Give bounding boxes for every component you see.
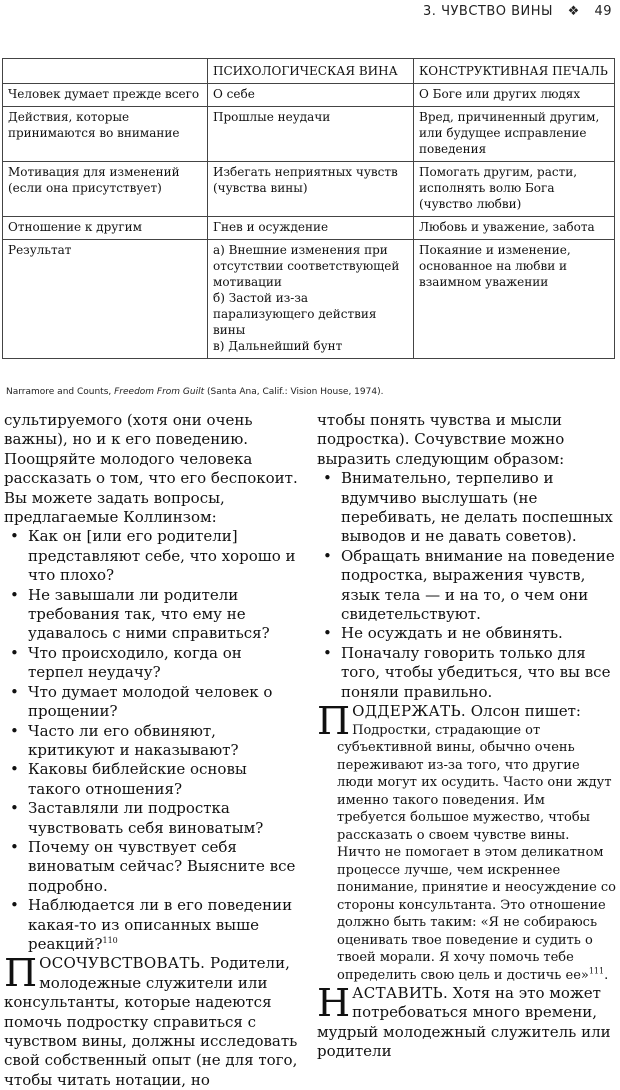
list-item: [4, 896, 300, 954]
table-cell: Вред, причиненный другим, или будущее исправление поведения: [414, 107, 615, 162]
running-header: [413, 4, 612, 19]
table-cell: а) Внешние изменения при отсутствии соответствующей мотивации б) Застой из-за парализующего действия вины в) Дальнейший бунт: [208, 240, 414, 359]
section-instruct: [317, 981, 617, 1062]
table-row: [3, 240, 615, 359]
list-item: • Внимательно, терпеливо и вдумчиво выслушать (не перебивать, не делать поспешных выводов и не давать советов).: [317, 469, 617, 547]
source-title: Freedom From Guilt: [114, 387, 205, 397]
separator-icon: ❖: [567, 4, 580, 19]
table-cell: Прошлые неудачи: [208, 107, 414, 162]
table-cell: Действия, которые принимаются во внимание: [3, 107, 208, 162]
table-cell: Отношение к другим: [3, 217, 208, 240]
table-cell: Покаяние и изменение, основанное на любви и взаимном уважении: [414, 240, 615, 359]
table-row: [3, 162, 615, 217]
table-cell: Мотивация для изменений (если она присутствует): [3, 162, 208, 217]
table-cell: О себе: [208, 84, 414, 107]
sympathy-list: [317, 469, 617, 702]
list-item: • Часто ли его обвиняют, критикуют и наказывают?: [4, 722, 300, 761]
drop-cap: Н: [317, 981, 351, 1025]
table-cell: Любовь и уважение, забота: [414, 217, 615, 240]
section-heading: ОДДЕРЖАТЬ.: [352, 702, 466, 721]
section-text: Олсон пишет:: [465, 702, 581, 721]
block-quote: Подростки, страдающие от субъективной вины, обычно очень переживают из-за того, что другие люди могут их осудить. Часто они ждут именно такого поведения. Им требуется большое мужество, чтобы рассказать о своем чувстве вины. Ничто не помогает в этом деликатном процессе лучше, чем искреннее понимание, принятие и неосуждение со стороны консультанта. Это отношение должно быть таким: «Я не собираюсь оценивать твое поведение и судить о твоей морали. Я хочу помочь тебе определить свою цель и достичь ее»$^{111}$.: [337, 722, 616, 983]
list-item: • Не завышали ли родители требования так, что ему не удавалось с ними справиться?: [4, 586, 300, 644]
section-heading: ОСОЧУВСТВОВАТЬ.: [39, 954, 206, 973]
question-list: [4, 527, 300, 954]
list-item: • Что думает молодой человек о прощении?: [4, 683, 300, 722]
table-row: [3, 217, 615, 240]
table-header-cell: ПСИХОЛОГИЧЕСКАЯ ВИНА: [208, 59, 414, 84]
table-row: [3, 107, 615, 162]
table-source-note: [6, 387, 383, 397]
section-text: Родители, молодежные служители или консультанты, которые надеются помочь подростку справиться с чувством вины, должны исследовать свой собственный опыт (не для того, чтобы читать нотации, но: [4, 954, 298, 1089]
list-item: • Почему он чувствует себя виноватым сейчас? Выясните все подробно.: [4, 838, 300, 896]
table-cell: Помогать другим, расти, исполнять волю Бога (чувство любви): [414, 162, 615, 217]
source-publisher: (Santa Ana, Calif.: Vision House, 1974).: [204, 387, 384, 397]
comparison-table: [2, 58, 615, 359]
section-text: Хотя на это может потребоваться много времени, мудрый молодежный служитель или родители: [317, 984, 611, 1061]
source-authors: Narramore and Counts,: [6, 387, 115, 397]
section-sympathize: [4, 951, 300, 1090]
list-item: • Поначалу говорить только для того, чтобы убедиться, что вы все поняли правильно.: [317, 644, 617, 702]
table-cell: О Боге или других людях: [414, 84, 615, 107]
left-column: [4, 411, 300, 1090]
list-item: • Как он [или его родители] представляют себе, что хорошо и что плохо?: [4, 527, 300, 585]
list-item: • Заставляли ли подростка чувствовать себя виноватым?: [4, 799, 300, 838]
table-row: [3, 84, 615, 107]
table-cell: Гнев и осуждение: [208, 217, 414, 240]
drop-cap: П: [317, 699, 351, 744]
list-item: • Не осуждать и не обвинять.: [317, 624, 617, 643]
list-item: • Каковы библейские основы такого отношения?: [4, 760, 300, 799]
table-header-cell: [3, 59, 208, 84]
right-column: [317, 411, 617, 1062]
section-heading: АСТАВИТЬ.: [352, 984, 449, 1002]
footnote-ref: 110: [102, 935, 118, 945]
table-cell: Результат: [3, 240, 208, 359]
chapter-title: 3. ЧУВСТВО ВИНЫ: [423, 4, 554, 19]
table-cell: Человек думает прежде всего: [3, 84, 208, 107]
quote-text: Подростки, страдающие от субъективной вины, обычно очень переживают из-за того, что другие люди могут их осудить. Часто они ждут именно такого поведения. Им требуется большое мужество, чтобы рассказать о своем чувстве вины. Ничто не помогает в этом деликатном процессе лучше, чем искреннее понимание, принятие и неосуждение со стороны консультанта. Это отношение должно быть таким: «Я не собираюсь оценивать твое поведение и судить о твоей морали. Я хочу помочь тебе определить свою цель и достичь ее»: [337, 722, 616, 983]
table-header-cell: КОНСТРУКТИВНАЯ ПЕЧАЛЬ: [414, 59, 615, 84]
footnote-ref: 111: [588, 966, 605, 976]
list-item: • Что происходило, когда он терпел неудачу?: [4, 644, 300, 683]
list-item-text: Наблюдается ли в его поведении какая-то из описанных выше реакций?: [28, 896, 293, 953]
section-support: [317, 699, 617, 744]
table-cell: Избегать неприятных чувств (чувства вины): [208, 162, 414, 217]
paragraph: сультируемого (хотя они очень важны), но и к его поведению. Поощряйте молодого человека рассказать о том, что его беспокоит. Вы можете задать вопросы, предлагаемые Коллинзом:: [4, 411, 298, 527]
drop-cap: П: [4, 951, 38, 996]
page-number: 49: [594, 4, 612, 19]
paragraph: чтобы понять чувства и мысли подростка). Сочувствие можно выразить следующим образом:: [317, 411, 565, 468]
list-item: • Обращать внимание на поведение подростка, выражения чувств, язык тела — и на то, о чем они свидетельствуют.: [317, 547, 617, 625]
table-header-row: [3, 59, 615, 84]
